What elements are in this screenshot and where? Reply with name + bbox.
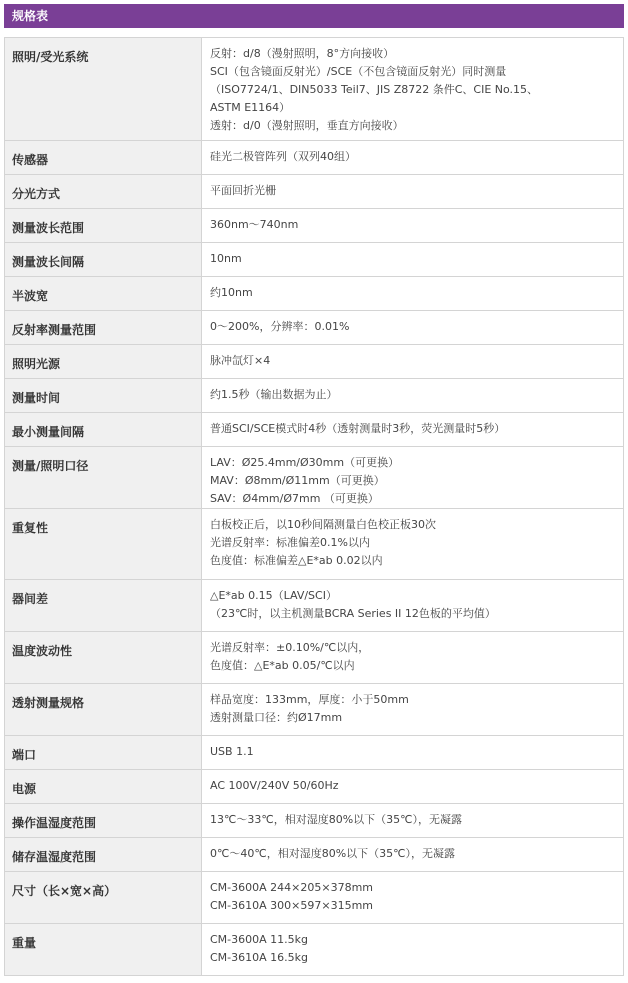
spec-label: 测量波长间隔 — [5, 243, 202, 277]
spec-label: 分光方式 — [5, 175, 202, 209]
spec-value-line: MAV：Ø8mm/Ø11mm（可更换） — [210, 474, 385, 487]
spec-value-line: 白板校正后，以10秒间隔测量白色校正板30次 — [210, 518, 436, 531]
spec-value — [202, 872, 624, 924]
spec-value-line: （23℃时，以主机测量BCRA Series II 12色板的平均值） — [210, 607, 496, 620]
spec-value-line: AC 100V/240V 50/60Hz — [210, 779, 339, 792]
spec-row — [5, 379, 624, 413]
spec-value-line: 光谱反射率：标准偏差0.1%以内 — [210, 536, 370, 549]
spec-value-line: USB 1.1 — [210, 745, 254, 758]
spec-value — [202, 838, 624, 872]
spec-label: 器间差 — [5, 580, 202, 632]
spec-value-line: 硅光二极管阵列（双列40组） — [210, 150, 356, 163]
spec-value-line: CM-3600A 11.5kg — [210, 933, 309, 946]
spec-label: 测量时间 — [5, 379, 202, 413]
spec-value-line: ASTM E1164） — [210, 101, 291, 114]
spec-value — [202, 447, 624, 509]
spec-row — [5, 243, 624, 277]
spec-value-line: 普通SCI/SCE模式时4秒（透射测量时3秒，荧光测量时5秒） — [210, 422, 506, 435]
spec-value — [202, 924, 624, 976]
spec-value — [202, 770, 624, 804]
spec-value-line: 反射：d/8（漫射照明，8°方向接收） — [210, 47, 395, 60]
spec-row — [5, 509, 624, 580]
spec-value-line: 360nm～740nm — [210, 218, 299, 231]
spec-value — [202, 379, 624, 413]
spec-value — [202, 209, 624, 243]
spec-row — [5, 838, 624, 872]
spec-value — [202, 804, 624, 838]
spec-row — [5, 804, 624, 838]
spec-value-line: 13℃～33℃，相对湿度80%以下（35℃），无凝露 — [210, 813, 462, 826]
spec-value-line: 0℃～40℃，相对湿度80%以下（35℃），无凝露 — [210, 847, 456, 860]
spec-value-line: （ISO7724/1、DIN5033 Teil7、JIS Z8722 条件C、CIE No.15、 — [210, 83, 539, 96]
spec-row — [5, 175, 624, 209]
spec-value-line: △E*ab 0.15（LAV/SCI） — [210, 589, 337, 602]
spec-row — [5, 141, 624, 175]
spec-table — [4, 37, 624, 976]
spec-value — [202, 38, 624, 141]
spec-value-line: 透射：d/0（漫射照明，垂直方向接收） — [210, 119, 404, 132]
spec-label: 传感器 — [5, 141, 202, 175]
spec-value-line: CM-3610A 16.5kg — [210, 951, 309, 964]
spec-row — [5, 770, 624, 804]
spec-value-line: 约1.5秒（输出数据为止） — [210, 388, 338, 401]
spec-table-body — [5, 38, 624, 976]
spec-value — [202, 736, 624, 770]
spec-value — [202, 277, 624, 311]
spec-label: 测量/照明口径 — [5, 447, 202, 509]
spec-table-header: 规格表 — [4, 4, 624, 28]
spec-value-line: CM-3600A 244×205×378mm — [210, 881, 374, 894]
spec-value — [202, 509, 624, 580]
spec-row — [5, 413, 624, 447]
spec-row — [5, 345, 624, 379]
spec-value — [202, 413, 624, 447]
spec-value — [202, 311, 624, 345]
spec-label: 尺寸（长×宽×高） — [5, 872, 202, 924]
spec-row — [5, 277, 624, 311]
spec-row — [5, 632, 624, 684]
spec-value-line: 色度值：标准偏差△E*ab 0.02以内 — [210, 554, 383, 567]
spec-row — [5, 209, 624, 243]
spec-label: 重量 — [5, 924, 202, 976]
spec-row — [5, 311, 624, 345]
spec-label: 测量波长范围 — [5, 209, 202, 243]
spec-row — [5, 38, 624, 141]
spec-value — [202, 243, 624, 277]
spec-value-line: LAV：Ø25.4mm/Ø30mm（可更换） — [210, 456, 400, 469]
spec-value — [202, 345, 624, 379]
spec-value — [202, 175, 624, 209]
spec-value-line: 约10nm — [210, 286, 253, 299]
spec-label: 端口 — [5, 736, 202, 770]
spec-label: 温度波动性 — [5, 632, 202, 684]
spec-value-line: 平面回折光栅 — [210, 184, 276, 197]
spec-label: 半波宽 — [5, 277, 202, 311]
spec-row — [5, 684, 624, 736]
spec-value-line: 10nm — [210, 252, 242, 265]
spec-label: 照明光源 — [5, 345, 202, 379]
spec-value-line: 透射测量口径：约Ø17mm — [210, 711, 343, 724]
spec-row — [5, 872, 624, 924]
spec-value — [202, 141, 624, 175]
spec-value-line: 色度值：△E*ab 0.05/℃以内 — [210, 659, 355, 672]
spec-label: 电源 — [5, 770, 202, 804]
spec-row — [5, 736, 624, 770]
spec-label: 操作温湿度范围 — [5, 804, 202, 838]
spec-label: 储存温湿度范围 — [5, 838, 202, 872]
spec-value — [202, 684, 624, 736]
spec-row — [5, 924, 624, 976]
spec-value-line: CM-3610A 300×597×315mm — [210, 899, 374, 912]
spec-value-line: 0～200%，分辨率：0.01% — [210, 320, 350, 333]
spec-row — [5, 447, 624, 509]
spec-label: 照明/受光系统 — [5, 38, 202, 141]
spec-label: 重复性 — [5, 509, 202, 580]
spec-label: 反射率测量范围 — [5, 311, 202, 345]
spec-value-line: SAV：Ø4mm/Ø7mm （可更换） — [210, 492, 379, 505]
spec-row — [5, 580, 624, 632]
spec-value-line: SCI（包含镜面反射光）/SCE（不包含镜面反射光）同时测量 — [210, 65, 507, 78]
spec-label: 透射测量规格 — [5, 684, 202, 736]
spec-value-line: 脉冲氙灯×4 — [210, 354, 271, 367]
spec-value — [202, 580, 624, 632]
spec-label: 最小测量间隔 — [5, 413, 202, 447]
spec-value — [202, 632, 624, 684]
spec-value-line: 样品宽度：133mm，厚度：小于50mm — [210, 693, 409, 706]
spec-value-line: 光谱反射率：±0.10%/℃以内， — [210, 641, 370, 654]
